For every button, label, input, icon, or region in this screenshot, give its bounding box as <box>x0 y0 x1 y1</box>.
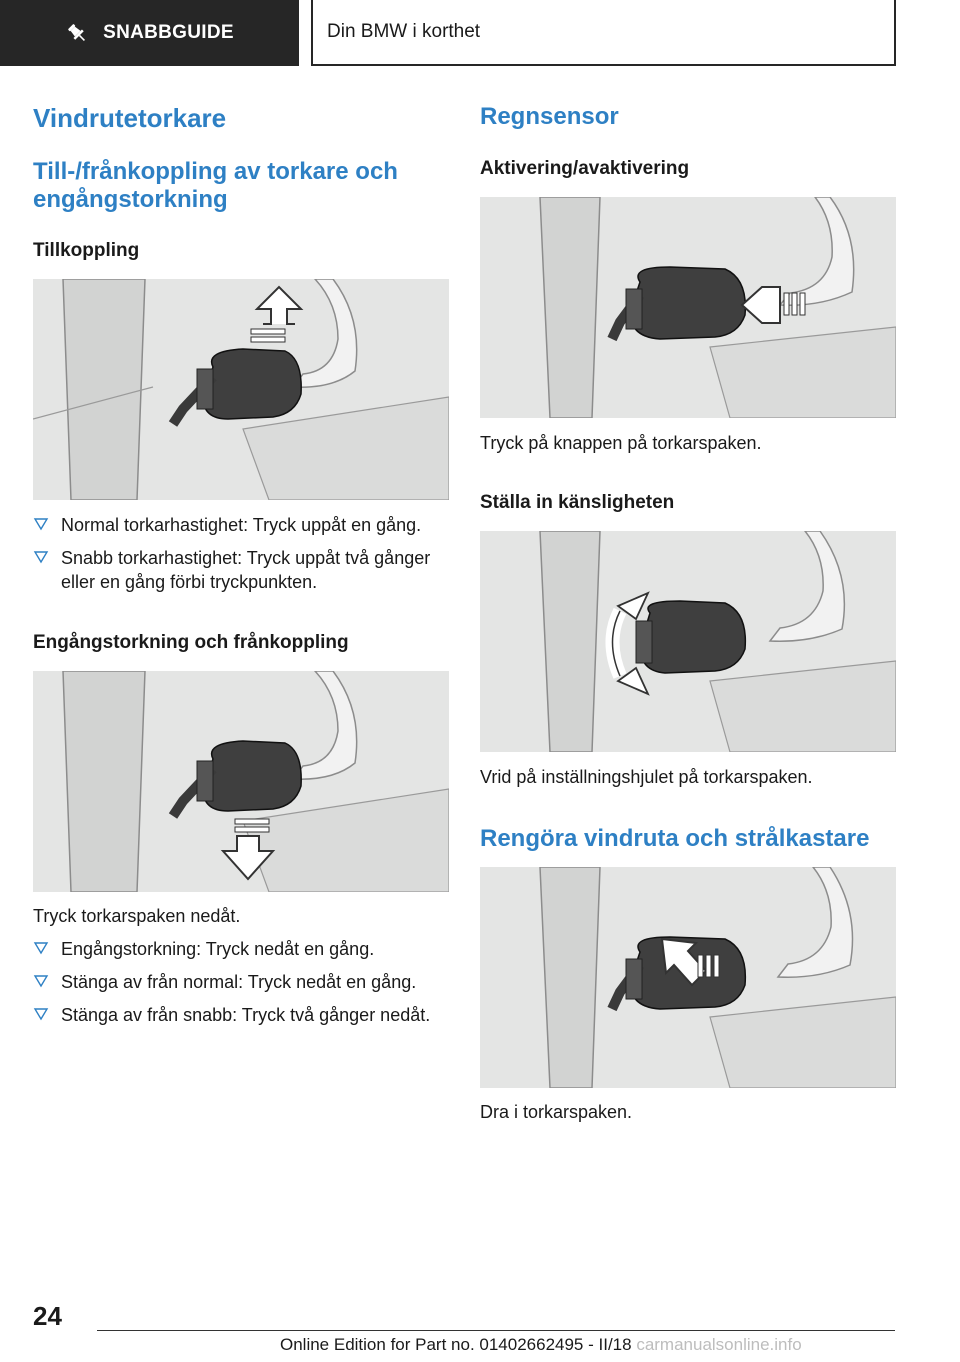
figure-sensitivity-wheel <box>480 531 896 752</box>
figure-wiper-down <box>33 671 449 892</box>
subheading-sensitivity: Ställa in känsligheten <box>480 492 675 513</box>
figure-washer-pull <box>480 867 896 1088</box>
list-item: Engångstorkning: Tryck nedåt en gång. <box>33 937 453 961</box>
triangle-right-icon <box>33 973 49 989</box>
footer-edition <box>280 1335 956 1355</box>
page-number: 24 <box>33 1301 62 1331</box>
section-heading-rain-sensor: Regnsensor <box>480 103 619 130</box>
triangle-right-icon <box>33 940 49 956</box>
list-item: Stänga av från snabb: Tryck två gånger nedåt. <box>33 1003 453 1027</box>
list-item: Normal torkarhastighet: Tryck uppåt en gång. <box>33 513 453 537</box>
section-title-box <box>311 0 896 66</box>
rain-sensor-caption: Tryck på knappen på torkarspaken. <box>480 433 762 453</box>
section-heading-wiper: Till-/frånkoppling av torkare och engångstorkning <box>33 158 398 213</box>
speed-bullet-list <box>33 513 453 603</box>
triangle-right-icon <box>33 1006 49 1022</box>
subheading-switch-on: Tillkoppling <box>33 240 140 261</box>
single-wipe-bullet-list <box>33 937 453 1036</box>
single-wipe-intro: Tryck torkarspaken nedåt. <box>33 906 241 926</box>
figure-rain-sensor-button <box>480 197 896 418</box>
header-tab-label: SNABBGUIDE <box>103 22 234 43</box>
header-tab[interactable] <box>0 0 299 66</box>
subheading-single-wipe: Engångstorkning och frånkoppling <box>33 632 349 653</box>
triangle-right-icon <box>33 549 49 565</box>
section-heading-cleaning: Rengöra vindruta och strålkastare <box>480 825 870 852</box>
section-title: Din BMW i korthet <box>327 21 481 42</box>
page-heading: Vindrutetorkare <box>33 103 227 133</box>
wiper-lever-illustration <box>480 867 896 1088</box>
wiper-lever-illustration <box>33 279 449 500</box>
wiper-lever-illustration <box>480 531 896 752</box>
washer-caption: Dra i torkarspaken. <box>480 1102 633 1122</box>
edition-text: Online Edition for Part no. 01402662495 - II/18 <box>280 1335 632 1354</box>
wiper-lever-illustration <box>480 197 896 418</box>
triangle-right-icon <box>33 516 49 532</box>
figure-wiper-up <box>33 279 449 500</box>
list-item: Snabb torkarhastighet: Tryck uppåt två gånger eller en gång förbi tryckpunkten. <box>33 546 453 594</box>
watermark-text: carmanualsonline.info <box>636 1335 802 1354</box>
list-item: Stänga av från normal: Tryck nedåt en gång. <box>33 970 453 994</box>
thumbtack-icon <box>65 21 89 45</box>
sensitivity-caption: Vrid på inställningshjulet på torkarspaken. <box>480 767 813 787</box>
subheading-activation: Aktivering/avaktivering <box>480 158 690 179</box>
wiper-lever-illustration <box>33 671 449 892</box>
footer-divider <box>97 1330 895 1331</box>
